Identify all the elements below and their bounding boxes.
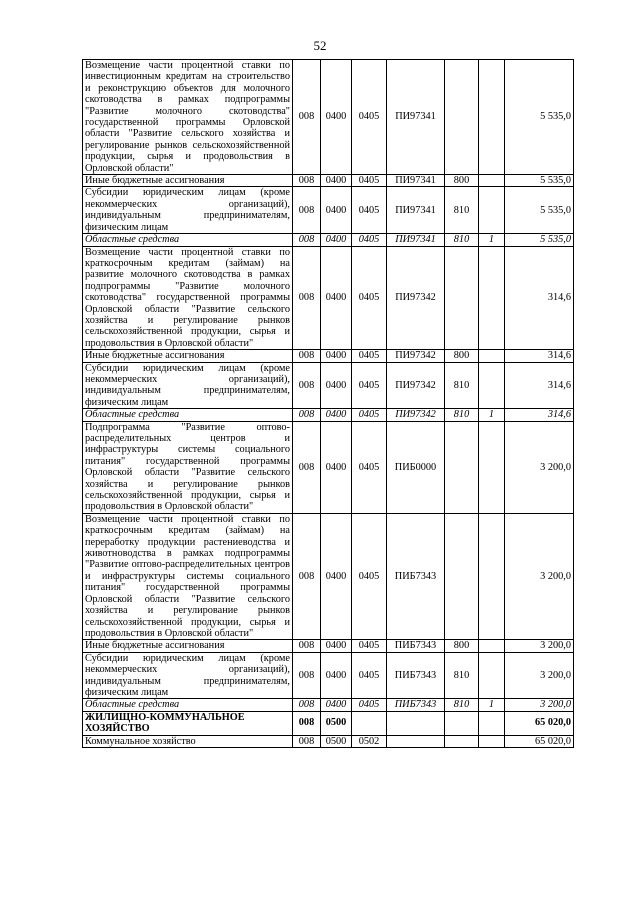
table-row bbox=[83, 60, 574, 175]
section-code-cell: 0400 bbox=[321, 699, 352, 711]
amount-cell: 3 200,0 bbox=[505, 699, 574, 711]
ved-code-cell: 008 bbox=[293, 513, 321, 639]
target-article-cell: ПИ97341 bbox=[387, 187, 445, 234]
section-code-cell: 0400 bbox=[321, 640, 352, 652]
expense-type-cell bbox=[445, 735, 479, 747]
table-row bbox=[83, 350, 574, 362]
target-article-cell bbox=[387, 711, 445, 735]
source-code-cell: 1 bbox=[479, 234, 505, 246]
section-code-cell: 0400 bbox=[321, 175, 352, 187]
expense-type-cell bbox=[445, 60, 479, 175]
row-name-cell: Областные средства bbox=[83, 699, 293, 711]
target-article-cell: ПИБ7343 bbox=[387, 640, 445, 652]
section-code-cell: 0400 bbox=[321, 652, 352, 699]
table-row bbox=[83, 246, 574, 350]
row-name-cell: Подпрограмма "Развитие оптово-распределительных центров и инфраструктуры системы социального питания" государственной программы Орловской области "Развитие сельского хозяйства и регулирование рынков сельскохозяйственной продукции, сырья и продовольствия в Орловской области" bbox=[83, 421, 293, 513]
amount-cell: 314,6 bbox=[505, 246, 574, 350]
amount-cell: 3 200,0 bbox=[505, 513, 574, 639]
section-code-cell: 0400 bbox=[321, 60, 352, 175]
ved-code-cell: 008 bbox=[293, 175, 321, 187]
ved-code-cell: 008 bbox=[293, 699, 321, 711]
ved-code-cell: 008 bbox=[293, 187, 321, 234]
target-article-cell bbox=[387, 735, 445, 747]
amount-cell: 65 020,0 bbox=[505, 735, 574, 747]
section-code-cell: 0400 bbox=[321, 362, 352, 409]
table-row bbox=[83, 421, 574, 513]
table-body bbox=[83, 60, 574, 748]
ved-code-cell: 008 bbox=[293, 246, 321, 350]
subsection-code-cell: 0405 bbox=[352, 187, 387, 234]
row-name-cell: Субсидии юридическим лицам (кроме некоммерческих организаций), индивидуальным предпринимателям, физическим лицам bbox=[83, 362, 293, 409]
table-row bbox=[83, 711, 574, 735]
subsection-code-cell: 0405 bbox=[352, 652, 387, 699]
source-code-cell bbox=[479, 187, 505, 234]
amount-cell: 5 535,0 bbox=[505, 175, 574, 187]
expense-type-cell: 810 bbox=[445, 699, 479, 711]
subsection-code-cell: 0405 bbox=[352, 350, 387, 362]
row-name-cell: ЖИЛИЩНО-КОММУНАЛЬНОЕ ХОЗЯЙСТВО bbox=[83, 711, 293, 735]
row-name-cell: Возмещение части процентной ставки по краткосрочным кредитам (займам) на развитие молочного скотоводства в рамках подпрограммы "Развитие молочного скотоводства" государственной программы Орловской области "Развитие сельского хозяйства и регулирование рынков сельскохозяйственной продукции, сырья и продовольствия в Орловской области" bbox=[83, 246, 293, 350]
expense-type-cell: 810 bbox=[445, 652, 479, 699]
section-code-cell: 0400 bbox=[321, 350, 352, 362]
target-article-cell: ПИБ7343 bbox=[387, 699, 445, 711]
source-code-cell bbox=[479, 640, 505, 652]
ved-code-cell: 008 bbox=[293, 350, 321, 362]
expense-type-cell bbox=[445, 513, 479, 639]
target-article-cell: ПИ97341 bbox=[387, 234, 445, 246]
ved-code-cell: 008 bbox=[293, 409, 321, 421]
subsection-code-cell: 0405 bbox=[352, 60, 387, 175]
subsection-code-cell: 0405 bbox=[352, 421, 387, 513]
row-name-cell: Коммунальное хозяйство bbox=[83, 735, 293, 747]
expense-type-cell bbox=[445, 246, 479, 350]
target-article-cell: ПИ97341 bbox=[387, 60, 445, 175]
source-code-cell bbox=[479, 513, 505, 639]
section-code-cell: 0400 bbox=[321, 246, 352, 350]
target-article-cell: ПИ97342 bbox=[387, 362, 445, 409]
subsection-code-cell: 0405 bbox=[352, 175, 387, 187]
row-name-cell: Иные бюджетные ассигнования bbox=[83, 175, 293, 187]
expense-type-cell bbox=[445, 711, 479, 735]
row-name-cell: Областные средства bbox=[83, 234, 293, 246]
section-code-cell: 0400 bbox=[321, 409, 352, 421]
expense-type-cell: 810 bbox=[445, 234, 479, 246]
amount-cell: 3 200,0 bbox=[505, 640, 574, 652]
ved-code-cell: 008 bbox=[293, 421, 321, 513]
row-name-cell: Субсидии юридическим лицам (кроме некоммерческих организаций), индивидуальным предпринимателям, физическим лицам bbox=[83, 652, 293, 699]
source-code-cell bbox=[479, 246, 505, 350]
table-row bbox=[83, 234, 574, 246]
ved-code-cell: 008 bbox=[293, 234, 321, 246]
row-name-cell: Областные средства bbox=[83, 409, 293, 421]
target-article-cell: ПИБ7343 bbox=[387, 652, 445, 699]
subsection-code-cell: 0405 bbox=[352, 234, 387, 246]
row-name-cell: Возмещение части процентной ставки по краткосрочным кредитам (займам) на переработку продукции растениеводства и животноводства в рамках подпрограммы "Развитие оптово-распределительных центров и инфраструктуры системы социального питания" государственной программы Орловской области "Развитие сельского хозяйства и регулирование рынков сельскохозяйственной продукции, сырья и продовольствия в Орловской области" bbox=[83, 513, 293, 639]
row-name-cell: Иные бюджетные ассигнования bbox=[83, 640, 293, 652]
amount-cell: 314,6 bbox=[505, 350, 574, 362]
page-number: 52 bbox=[313, 38, 327, 53]
amount-cell: 5 535,0 bbox=[505, 187, 574, 234]
table-row bbox=[83, 187, 574, 234]
section-code-cell: 0400 bbox=[321, 513, 352, 639]
subsection-code-cell: 0405 bbox=[352, 362, 387, 409]
section-code-cell: 0400 bbox=[321, 234, 352, 246]
table-row bbox=[83, 175, 574, 187]
source-code-cell bbox=[479, 421, 505, 513]
section-code-cell: 0500 bbox=[321, 711, 352, 735]
source-code-cell bbox=[479, 735, 505, 747]
target-article-cell: ПИБ0000 bbox=[387, 421, 445, 513]
ved-code-cell: 008 bbox=[293, 640, 321, 652]
source-code-cell bbox=[479, 350, 505, 362]
amount-cell: 3 200,0 bbox=[505, 652, 574, 699]
table-row bbox=[83, 699, 574, 711]
ved-code-cell: 008 bbox=[293, 652, 321, 699]
table-row bbox=[83, 409, 574, 421]
source-code-cell bbox=[479, 60, 505, 175]
source-code-cell bbox=[479, 711, 505, 735]
amount-cell: 314,6 bbox=[505, 409, 574, 421]
table-row bbox=[83, 640, 574, 652]
expense-type-cell: 800 bbox=[445, 175, 479, 187]
subsection-code-cell: 0405 bbox=[352, 699, 387, 711]
expense-type-cell: 810 bbox=[445, 362, 479, 409]
subsection-code-cell: 0405 bbox=[352, 409, 387, 421]
row-name-cell: Возмещение части процентной ставки по инвестиционным кредитам на строительство и реконструкцию объектов для молочного скотоводства в рамках подпрограммы "Развитие молочного скотоводства" государственной программы Орловской области "Развитие сельского хозяйства и регулирование рынков сельскохозяйственной продукции, сырья и продовольствия в Орловской области" bbox=[83, 60, 293, 175]
subsection-code-cell: 0405 bbox=[352, 513, 387, 639]
expense-type-cell: 800 bbox=[445, 640, 479, 652]
row-name-cell: Субсидии юридическим лицам (кроме некоммерческих организаций), индивидуальным предпринимателям, физическим лицам bbox=[83, 187, 293, 234]
section-code-cell: 0500 bbox=[321, 735, 352, 747]
expense-type-cell bbox=[445, 421, 479, 513]
target-article-cell: ПИ97342 bbox=[387, 409, 445, 421]
amount-cell: 5 535,0 bbox=[505, 234, 574, 246]
target-article-cell: ПИ97342 bbox=[387, 350, 445, 362]
amount-cell: 314,6 bbox=[505, 362, 574, 409]
ved-code-cell: 008 bbox=[293, 711, 321, 735]
budget-table bbox=[82, 59, 574, 748]
subsection-code-cell: 0405 bbox=[352, 246, 387, 350]
row-name-cell: Иные бюджетные ассигнования bbox=[83, 350, 293, 362]
subsection-code-cell: 0405 bbox=[352, 640, 387, 652]
table-row bbox=[83, 513, 574, 639]
source-code-cell: 1 bbox=[479, 699, 505, 711]
source-code-cell bbox=[479, 175, 505, 187]
target-article-cell: ПИ97342 bbox=[387, 246, 445, 350]
amount-cell: 3 200,0 bbox=[505, 421, 574, 513]
expense-type-cell: 810 bbox=[445, 187, 479, 234]
ved-code-cell: 008 bbox=[293, 362, 321, 409]
target-article-cell: ПИ97341 bbox=[387, 175, 445, 187]
source-code-cell: 1 bbox=[479, 409, 505, 421]
table-row bbox=[83, 362, 574, 409]
subsection-code-cell bbox=[352, 711, 387, 735]
section-code-cell: 0400 bbox=[321, 421, 352, 513]
source-code-cell bbox=[479, 652, 505, 699]
section-code-cell: 0400 bbox=[321, 187, 352, 234]
ved-code-cell: 008 bbox=[293, 60, 321, 175]
ved-code-cell: 008 bbox=[293, 735, 321, 747]
target-article-cell: ПИБ7343 bbox=[387, 513, 445, 639]
expense-type-cell: 810 bbox=[445, 409, 479, 421]
source-code-cell bbox=[479, 362, 505, 409]
amount-cell: 5 535,0 bbox=[505, 60, 574, 175]
table-row bbox=[83, 652, 574, 699]
expense-type-cell: 800 bbox=[445, 350, 479, 362]
table-row bbox=[83, 735, 574, 747]
subsection-code-cell: 0502 bbox=[352, 735, 387, 747]
amount-cell: 65 020,0 bbox=[505, 711, 574, 735]
